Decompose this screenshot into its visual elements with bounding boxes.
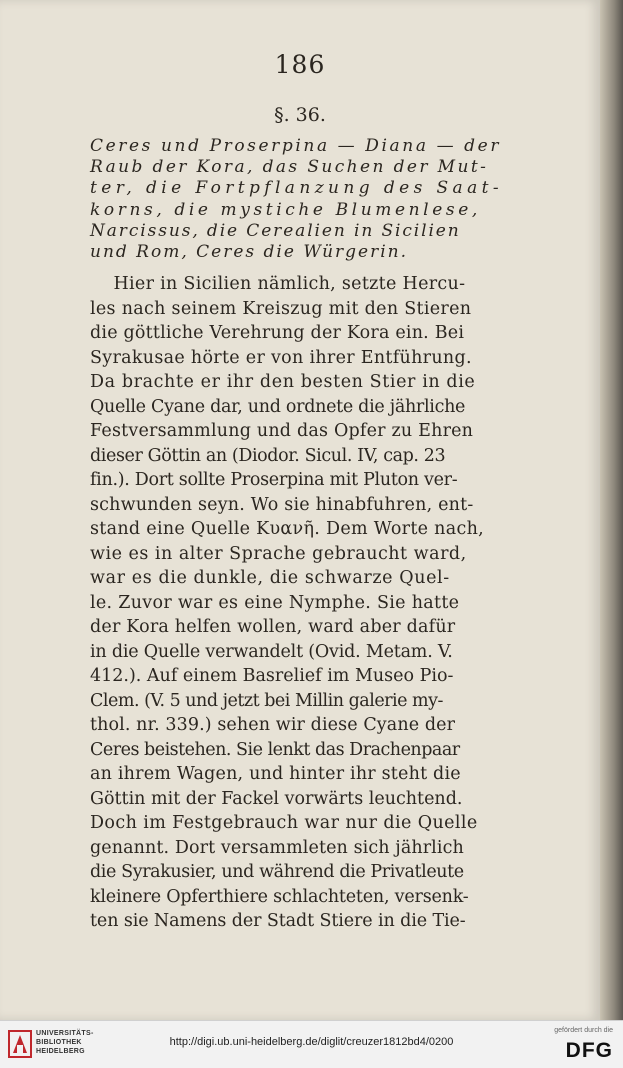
- body-line: die Syrakusier, und während die Privatleute: [90, 862, 464, 882]
- library-name-line: UNIVERSITÄTS-: [36, 1030, 94, 1037]
- body-line: dieser Göttin an (Diodor. Sicul. IV, cap. 23: [90, 445, 446, 466]
- heading-line: und Rom, Ceres die Würgerin.: [90, 242, 409, 263]
- permalink-url[interactable]: http://digi.ub.uni-heidelberg.de/diglit/creuzer1812bd4/0200: [169, 1036, 454, 1048]
- body-line: ten sie Namens der Stadt Stiere in die Tie-: [90, 911, 466, 931]
- heading-line: Ceres und Proserpina — Diana — der: [90, 136, 502, 156]
- body-text: [90, 272, 548, 934]
- body-line: Doch im Festgebrauch war nur die Quelle: [90, 813, 478, 833]
- body-line: kleinere Opferthiere schlachteten, versenk-: [90, 886, 469, 907]
- body-line: Da brachte er ihr den besten Stier in die: [90, 372, 476, 392]
- body-line: Hier in Sicilien nämlich, setzte Hercu-: [90, 274, 466, 294]
- body-line: wie es in alter Sprache gebraucht ward,: [90, 543, 467, 564]
- body-line: in die Quelle verwandelt (Ovid. Metam. V.: [90, 641, 453, 662]
- body-line: Clem. (V. 5 und jetzt bei Millin galerie my-: [90, 690, 443, 711]
- body-line: stand eine Quelle Κυανῆ. Dem Worte nach,: [90, 519, 485, 539]
- body-line: der Kora helfen wollen, ward aber dafür: [90, 617, 456, 637]
- body-line: genannt. Dort versammleten sich jährlich: [90, 837, 464, 858]
- heading-line: ter, die Fortpflanzung des Saat-: [90, 178, 503, 199]
- body-line: 412.). Auf einem Basrelief im Museo Pio-: [90, 666, 454, 686]
- viewer-footer: [0, 1020, 623, 1068]
- heading-line: Narcissus, die Cerealien in Sicilien: [90, 220, 461, 241]
- dfg-logo: DFG: [565, 1039, 613, 1062]
- body-line: war es die dunkle, die schwarze Quel-: [90, 568, 450, 588]
- section-heading: [90, 136, 548, 263]
- body-line: schwunden seyn. Wo sie hinabfuhren, ent-: [90, 494, 474, 515]
- library-name-line: HEIDELBERG: [36, 1048, 85, 1055]
- body-line: Quelle Cyane dar, und ordnete die jährliche: [90, 396, 466, 417]
- body-line: an ihrem Wagen, und hinter ihr steht die: [90, 764, 461, 784]
- body-line: die göttliche Verehrung der Kora ein. Bei: [90, 323, 465, 343]
- page-number: 186: [274, 50, 326, 79]
- library-name-line: BIBLIOTHEK: [36, 1039, 82, 1046]
- funder-text: gefördert durch die: [554, 1027, 613, 1034]
- body-line: les nach seinem Kreiszug mit den Stieren: [90, 298, 472, 319]
- body-line: fin.). Dort sollte Proserpina mit Pluton ver-: [90, 470, 458, 490]
- book-spine: [600, 0, 623, 1020]
- body-line: Göttin mit der Fackel vorwärts leuchtend.: [90, 788, 463, 809]
- body-line: thol. nr. 339.) sehen wir diese Cyane der: [90, 715, 456, 735]
- heading-line: korns, die mystiche Blumenlese,: [90, 199, 481, 220]
- body-line: Syrakusae hörte er von ihrer Entführung.: [90, 347, 472, 368]
- body-line: Ceres beistehen. Sie lenkt das Drachenpaar: [90, 739, 460, 760]
- body-line: Festversammlung und das Opfer zu Ehren: [90, 421, 474, 441]
- body-line: le. Zuvor war es eine Nymphe. Sie hatte: [90, 592, 460, 613]
- heading-line: Raub der Kora, das Suchen der Mut-: [90, 157, 489, 178]
- section-number: §. 36.: [274, 104, 326, 126]
